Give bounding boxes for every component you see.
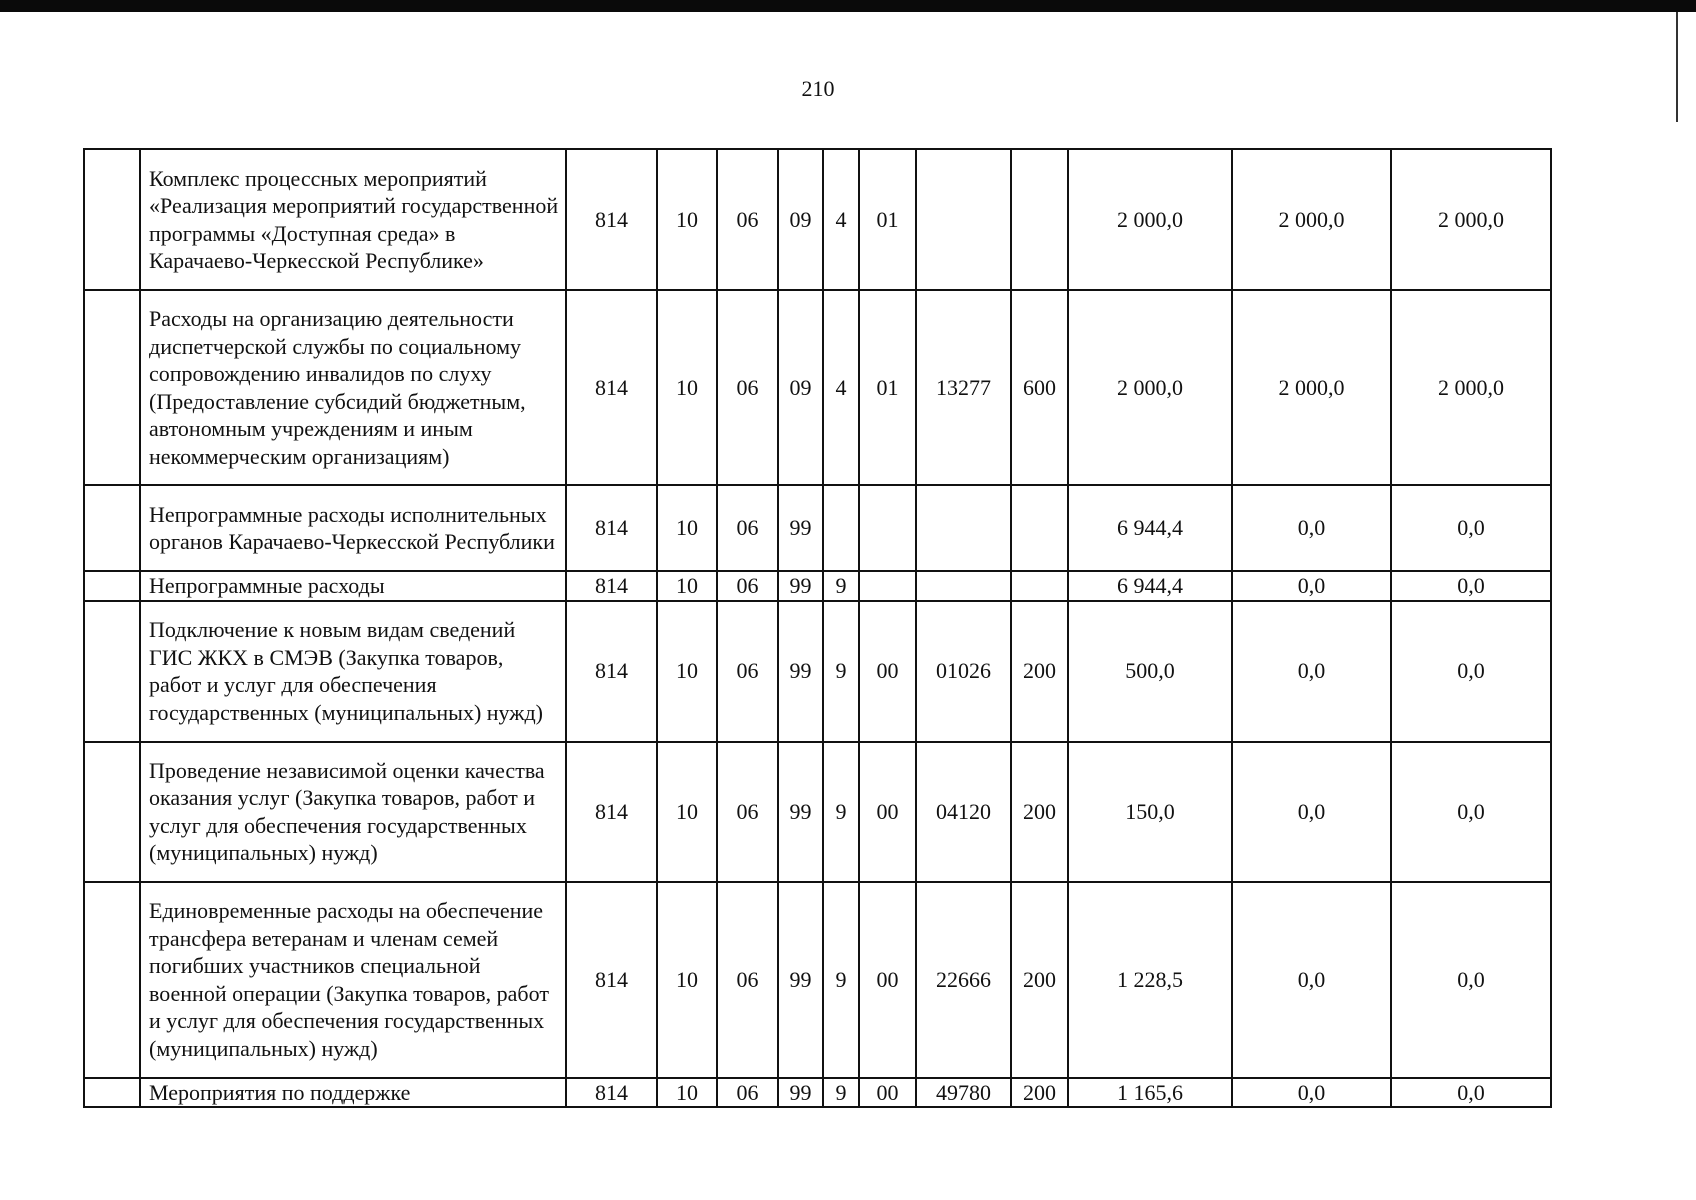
ministry-code: 814 <box>566 882 657 1078</box>
subsection-code: 06 <box>717 882 778 1078</box>
ministry-code: 814 <box>566 601 657 742</box>
program-code: 99 <box>778 601 823 742</box>
event-code <box>859 485 916 571</box>
section-code: 10 <box>657 1078 717 1108</box>
ministry-code: 814 <box>566 1078 657 1108</box>
amount-year-2: 0,0 <box>1232 1078 1391 1108</box>
program-code: 99 <box>778 882 823 1078</box>
subprogram-code: 9 <box>823 882 859 1078</box>
subprogram-code: 4 <box>823 149 859 290</box>
amount-year-2: 0,0 <box>1232 485 1391 571</box>
direction-code: 22666 <box>916 882 1011 1078</box>
section-code: 10 <box>657 882 717 1078</box>
row-number-cell <box>84 742 140 882</box>
amount-year-1: 1 228,5 <box>1068 882 1232 1078</box>
direction-code: 13277 <box>916 290 1011 485</box>
subprogram-code <box>823 485 859 571</box>
ministry-code: 814 <box>566 149 657 290</box>
section-code: 10 <box>657 290 717 485</box>
table-row <box>84 571 1551 601</box>
event-code: 01 <box>859 149 916 290</box>
amount-year-3: 0,0 <box>1391 485 1551 571</box>
amount-year-1: 1 165,6 <box>1068 1078 1232 1108</box>
section-code: 10 <box>657 149 717 290</box>
ministry-code: 814 <box>566 571 657 601</box>
amount-year-2: 2 000,0 <box>1232 149 1391 290</box>
page-number: 210 <box>801 76 835 101</box>
subsection-code: 06 <box>717 1078 778 1108</box>
amount-year-3: 0,0 <box>1391 1078 1551 1108</box>
direction-code: 49780 <box>916 1078 1011 1108</box>
row-number-cell <box>84 290 140 485</box>
table-row <box>84 1078 1551 1108</box>
table-row <box>84 882 1551 1078</box>
subsection-code: 06 <box>717 149 778 290</box>
amount-year-1: 6 944,4 <box>1068 571 1232 601</box>
event-code: 00 <box>859 601 916 742</box>
direction-code <box>916 571 1011 601</box>
subsection-code: 06 <box>717 485 778 571</box>
amount-year-3: 0,0 <box>1391 882 1551 1078</box>
amount-year-1: 150,0 <box>1068 742 1232 882</box>
ministry-code: 814 <box>566 290 657 485</box>
table-row <box>84 601 1551 742</box>
direction-code <box>916 485 1011 571</box>
row-number-cell <box>84 1078 140 1108</box>
subprogram-code: 9 <box>823 571 859 601</box>
subprogram-code: 9 <box>823 1078 859 1108</box>
expense-type-code: 600 <box>1011 290 1068 485</box>
program-code: 99 <box>778 1078 823 1108</box>
expense-type-code <box>1011 149 1068 290</box>
event-code: 00 <box>859 742 916 882</box>
item-name: Расходы на организацию деятельности диспетчерской службы по социальному сопровождению инвалидов по слуху (Предоставление субсидий бюджетным, автономным учреждениям и иным некоммерческим организациям) <box>140 290 566 485</box>
program-code: 99 <box>778 571 823 601</box>
expense-type-code: 200 <box>1011 742 1068 882</box>
row-number-cell <box>84 882 140 1078</box>
program-code: 99 <box>778 742 823 882</box>
amount-year-3: 0,0 <box>1391 571 1551 601</box>
event-code: 01 <box>859 290 916 485</box>
direction-code: 04120 <box>916 742 1011 882</box>
event-code <box>859 571 916 601</box>
section-code: 10 <box>657 485 717 571</box>
subprogram-code: 4 <box>823 290 859 485</box>
table-row <box>84 742 1551 882</box>
scan-top-border <box>0 0 1696 12</box>
amount-year-3: 2 000,0 <box>1391 290 1551 485</box>
row-number-cell <box>84 149 140 290</box>
row-number-cell <box>84 571 140 601</box>
row-number-cell <box>84 485 140 571</box>
item-name: Единовременные расходы на обеспечение трансфера ветеранам и членам семей погибших участников специальной военной операции (Закупка товаров, работ и услуг для обеспечения государственных (муниципальных) нужд) <box>140 882 566 1078</box>
subsection-code: 06 <box>717 290 778 485</box>
row-number-cell <box>84 601 140 742</box>
expense-type-code <box>1011 571 1068 601</box>
amount-year-1: 6 944,4 <box>1068 485 1232 571</box>
section-code: 10 <box>657 571 717 601</box>
amount-year-2: 0,0 <box>1232 882 1391 1078</box>
expense-type-code: 200 <box>1011 1078 1068 1108</box>
ministry-code: 814 <box>566 485 657 571</box>
program-code: 09 <box>778 149 823 290</box>
amount-year-1: 2 000,0 <box>1068 149 1232 290</box>
event-code: 00 <box>859 882 916 1078</box>
table-row <box>84 485 1551 571</box>
amount-year-3: 2 000,0 <box>1391 149 1551 290</box>
subsection-code: 06 <box>717 601 778 742</box>
amount-year-2: 0,0 <box>1232 571 1391 601</box>
item-name: Подключение к новым видам сведений ГИС ЖКХ в СМЭВ (Закупка товаров, работ и услуг для обеспечения государственных (муниципальных) нужд) <box>140 601 566 742</box>
amount-year-1: 500,0 <box>1068 601 1232 742</box>
direction-code: 01026 <box>916 601 1011 742</box>
subsection-code: 06 <box>717 742 778 882</box>
event-code: 00 <box>859 1078 916 1108</box>
item-name: Непрограммные расходы <box>140 571 566 601</box>
section-code: 10 <box>657 601 717 742</box>
item-name: Комплекс процессных мероприятий «Реализация мероприятий государственной программы «Доступная среда» в Карачаево-Черкесской Республике» <box>140 149 566 290</box>
item-name: Проведение независимой оценки качества оказания услуг (Закупка товаров, работ и услуг для обеспечения государственных (муниципальных) нужд) <box>140 742 566 882</box>
table-row <box>84 290 1551 485</box>
subprogram-code: 9 <box>823 601 859 742</box>
program-code: 09 <box>778 290 823 485</box>
expense-type-code <box>1011 485 1068 571</box>
scan-right-edge <box>1676 12 1678 122</box>
item-name: Непрограммные расходы исполнительных органов Карачаево-Черкесской Республики <box>140 485 566 571</box>
direction-code <box>916 149 1011 290</box>
section-code: 10 <box>657 742 717 882</box>
ministry-code: 814 <box>566 742 657 882</box>
amount-year-3: 0,0 <box>1391 601 1551 742</box>
budget-table <box>83 148 1552 1108</box>
expense-type-code: 200 <box>1011 601 1068 742</box>
amount-year-1: 2 000,0 <box>1068 290 1232 485</box>
amount-year-2: 2 000,0 <box>1232 290 1391 485</box>
table-row <box>84 149 1551 290</box>
amount-year-2: 0,0 <box>1232 742 1391 882</box>
expense-type-code: 200 <box>1011 882 1068 1078</box>
subsection-code: 06 <box>717 571 778 601</box>
item-name: Мероприятия по поддержке <box>140 1078 566 1108</box>
subprogram-code: 9 <box>823 742 859 882</box>
amount-year-2: 0,0 <box>1232 601 1391 742</box>
program-code: 99 <box>778 485 823 571</box>
amount-year-3: 0,0 <box>1391 742 1551 882</box>
